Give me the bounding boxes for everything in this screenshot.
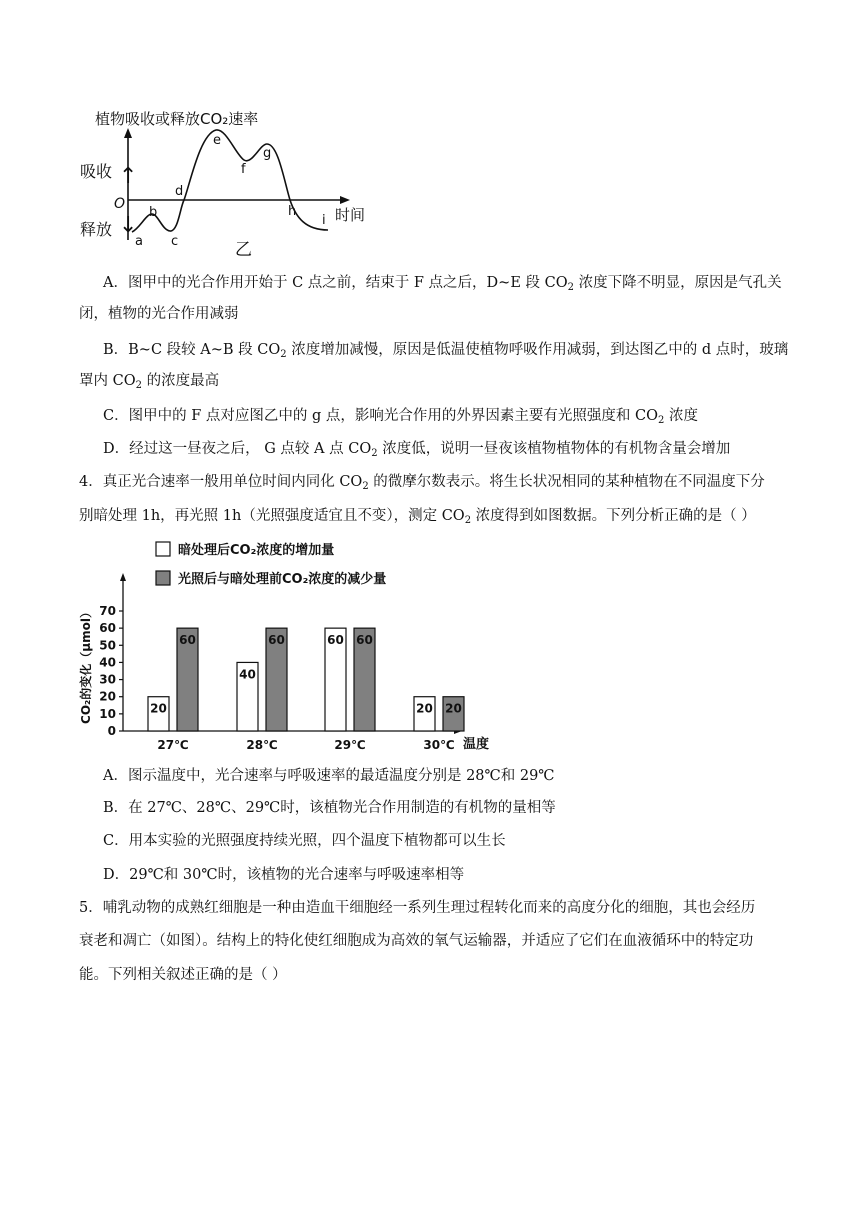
curve-y-axis-title: 植物吸收或释放CO₂速率 xyxy=(95,110,259,128)
curve-point-a: a xyxy=(135,234,143,249)
chart-y-axis-arrow xyxy=(120,573,126,581)
curve-point-e: e xyxy=(213,133,221,148)
curve-point-d: d xyxy=(175,184,184,199)
co2-rate-curve-figure xyxy=(70,100,366,260)
bar-data-label: 60 xyxy=(356,633,373,648)
y-tick-label: 20 xyxy=(99,689,116,704)
curve-release-label: 释放 xyxy=(80,220,113,239)
bar-data-label: 60 xyxy=(179,633,196,648)
q3-option-c: C．图甲中的 F 点对应图乙中的 g 点，影响光合作用的外界因素主要有光照强度和 $CO_2$ 浓度 xyxy=(103,408,698,426)
q4-option-c: C．用本实验的光照强度持续光照，四个温度下植物都可以生长 xyxy=(103,833,506,849)
curve-point-c: c xyxy=(171,234,179,249)
co2-rate-curve xyxy=(132,130,328,232)
bar-data-label: 40 xyxy=(239,667,256,682)
legend-label-dark-increase: 暗处理后CO₂浓度的增加量 xyxy=(178,543,335,558)
y-tick-label: 50 xyxy=(99,638,116,653)
co2-change-bar-chart xyxy=(70,535,500,757)
curve-x-axis-arrow xyxy=(340,196,350,204)
q5-stem-line2: 衰老和凋亡（如图）。结构上的特化使红细胞成为高效的氧气运输器，并适应了它们在血液循环中的特定功 xyxy=(79,933,754,949)
q3-option-b-line1: B．B~C 段较 A~B 段 $CO_2$ 浓度增加减慢，原因是低温使植物呼吸作用减弱，到达图乙中的 d 点时，玻璃 xyxy=(103,342,789,360)
curve-point-f: f xyxy=(241,162,246,177)
y-tick-label: 30 xyxy=(99,672,116,687)
y-tick-label: 70 xyxy=(99,604,116,618)
curve-point-b: b xyxy=(149,205,158,220)
curve-release-arrow: ↓ xyxy=(119,213,138,238)
curve-point-i: i xyxy=(322,213,326,228)
curve-absorb-arrow: ↑ xyxy=(119,164,138,189)
x-tick-label: 29℃ xyxy=(334,738,366,752)
chart-x-axis-label: 温度 xyxy=(463,737,490,752)
q4-option-b: B．在 27℃、28℃、29℃时，该植物光合作用制造的有机物的量相等 xyxy=(103,800,556,816)
bar-data-label: 20 xyxy=(416,701,433,716)
y-tick-label: 10 xyxy=(99,706,116,721)
curve-point-g: g xyxy=(263,146,272,161)
curve-caption: 乙 xyxy=(235,240,252,260)
bar-data-label: 60 xyxy=(268,633,285,648)
curve-time-label: 时间 xyxy=(335,206,366,224)
bar-data-label: 20 xyxy=(150,701,167,716)
q5-stem-line3: 能。下列相关叙述正确的是（ ） xyxy=(79,967,287,983)
x-tick-label: 27℃ xyxy=(157,738,189,752)
y-tick-label: 60 xyxy=(99,621,116,636)
y-tick-label: 40 xyxy=(99,655,116,670)
legend-label-light-decrease: 光照后与暗处理前CO₂浓度的减少量 xyxy=(178,572,387,587)
x-tick-label: 30℃ xyxy=(423,738,455,752)
q3-option-a-line1: A．图甲中的光合作用开始于 C 点之前，结束于 F 点之后，D~E 段 $CO_2$ 浓度下降不明显，原因是气孔关 xyxy=(103,275,782,293)
q3-option-a-line2: 闭，植物的光合作用减弱 xyxy=(79,306,239,322)
x-tick-label: 28℃ xyxy=(246,738,278,752)
y-tick-label: 0 xyxy=(107,724,116,738)
q3-option-b-line2: 罩内 $CO_2$ 的浓度最高 xyxy=(79,373,220,391)
legend-swatch-light-decrease xyxy=(156,571,170,585)
q4-stem-line2: 别暗处理 1h，再光照 1h（光照强度适宜且不变），测定 $CO_2$ 浓度得到如图数据。下列分析正确的是（ ） xyxy=(79,508,756,526)
curve-absorb-label: 吸收 xyxy=(80,162,113,181)
q4-stem-line1: 4．真正光合速率一般用单位时间内同化 $CO_2$ 的微摩尔数表示。将生长状况相同的某种植物在不同温度下分 xyxy=(79,474,765,492)
q5-stem-line1: 5．哺乳动物的成熟红细胞是一种由造血干细胞经一系列生理过程转化而来的高度分化的细胞，其也会经历 xyxy=(79,900,756,916)
bar-data-label: 20 xyxy=(445,701,462,716)
curve-point-h: h xyxy=(288,204,297,219)
curve-origin-label: O xyxy=(114,196,126,212)
q4-option-d: D．29℃和 30℃时，该植物的光合速率与呼吸速率相等 xyxy=(103,867,465,883)
chart-y-axis-label: CO₂的变化（μmol） xyxy=(79,606,93,724)
legend-swatch-dark-increase xyxy=(156,542,170,556)
q4-option-a: A．图示温度中，光合速率与呼吸速率的最适温度分别是 28℃和 29℃ xyxy=(103,768,555,784)
curve-y-axis-arrow xyxy=(124,128,132,138)
bar-data-label: 60 xyxy=(327,633,344,648)
q3-option-d: D．经过这一昼夜之后， G 点较 A 点 $CO_2$ 浓度低，说明一昼夜该植物植物体的有机物含量会增加 xyxy=(103,441,731,459)
